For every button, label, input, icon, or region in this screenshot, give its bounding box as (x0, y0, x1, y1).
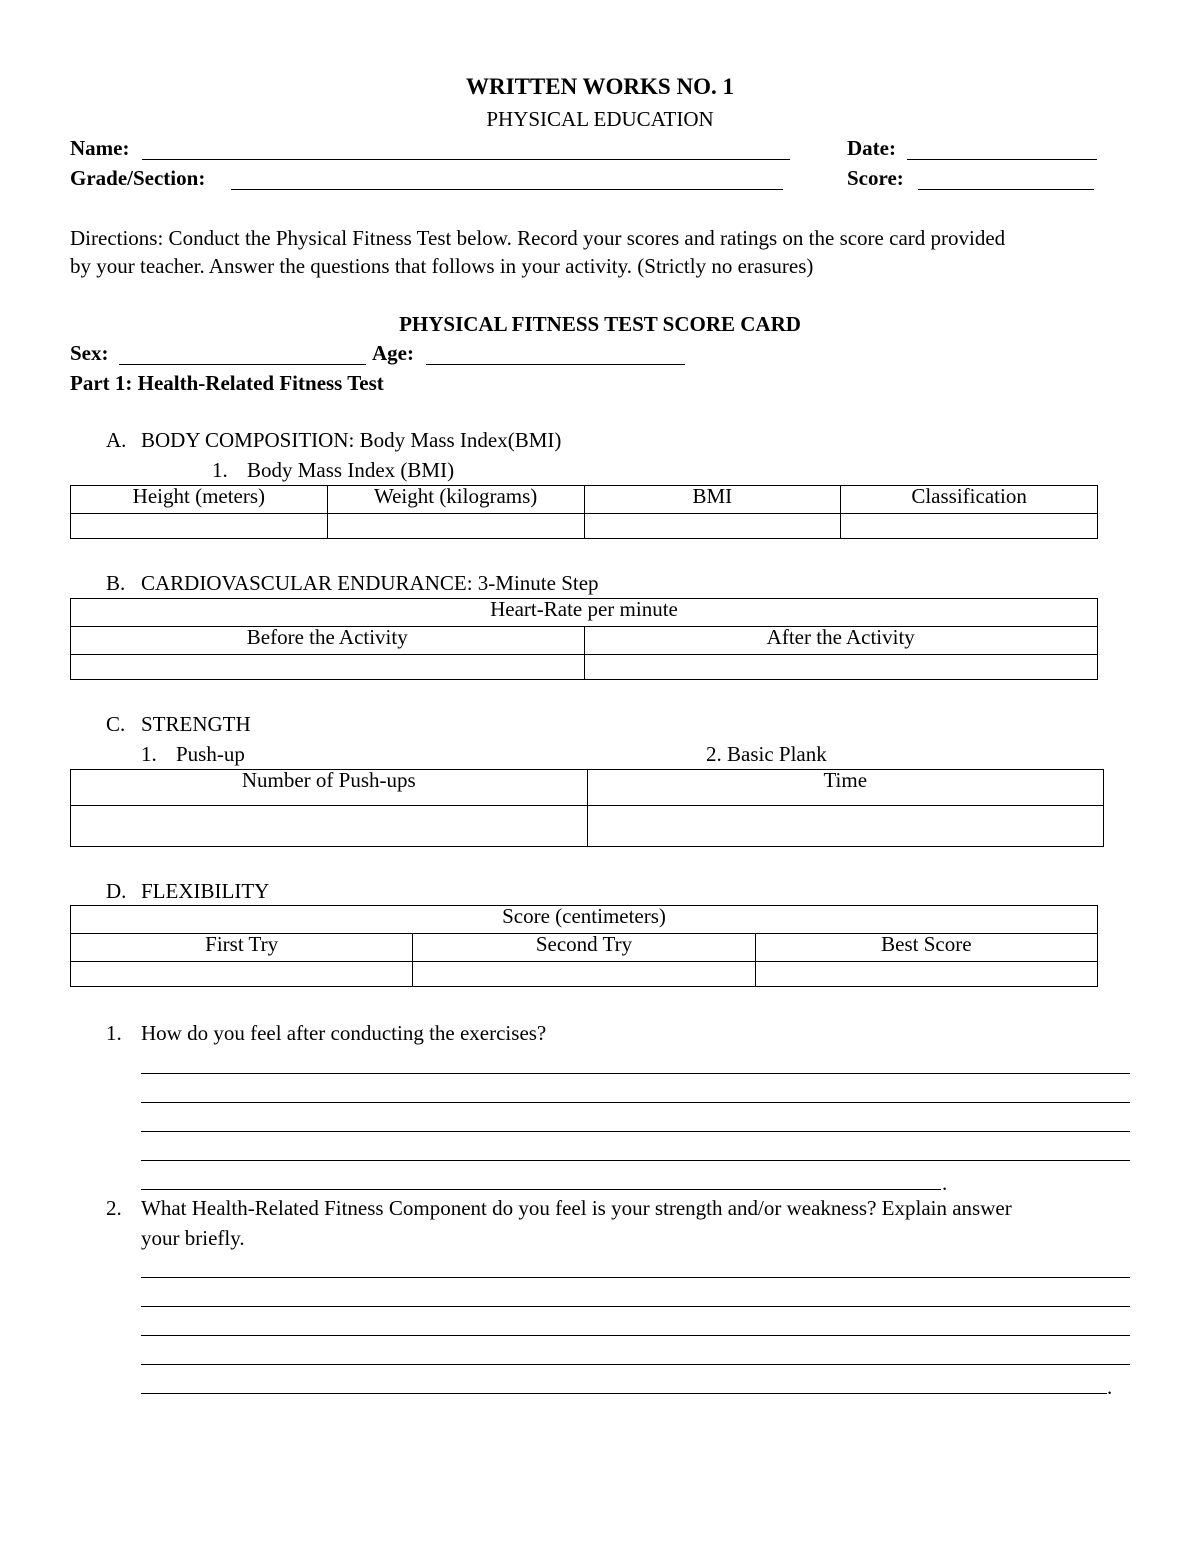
worksheet-subject: PHYSICAL EDUCATION (486, 107, 714, 131)
flexibility-header-best: Best Score (755, 934, 1097, 962)
question-2-end-mark: . (1107, 1375, 1113, 1399)
question-2-answer-line[interactable] (141, 1364, 1130, 1365)
bmi-value-cell[interactable] (584, 514, 841, 539)
score-label: Score: (847, 166, 904, 190)
part-1-title: Part 1: Health-Related Fitness Test (70, 371, 384, 395)
question-1-answer-line[interactable] (141, 1189, 941, 1190)
name-label: Name: (70, 136, 130, 160)
question-1-answer-line[interactable] (141, 1102, 1130, 1103)
question-2-answer-line[interactable] (141, 1393, 1107, 1394)
bmi-header-bmi: BMI (584, 486, 841, 514)
section-d-label: D. (106, 879, 127, 903)
age-label: Age: (372, 341, 414, 365)
question-2-answer-line[interactable] (141, 1335, 1130, 1336)
directions-line-1: Directions: Conduct the Physical Fitness Test below. Record your scores and ratings on the score card provided (70, 226, 1006, 250)
section-a-title: BODY COMPOSITION: Body Mass Index(BMI) (141, 428, 562, 452)
flexibility-best-cell[interactable] (755, 962, 1097, 987)
name-field[interactable] (142, 159, 790, 160)
plank-time-cell[interactable] (587, 806, 1104, 847)
section-b-title: CARDIOVASCULAR ENDURANCE: 3-Minute Step (141, 571, 599, 595)
strength-header-time: Time (587, 770, 1104, 806)
question-2-answer-line[interactable] (141, 1306, 1130, 1307)
section-a-sub-number: 1. (212, 458, 228, 482)
section-d-title: FLEXIBILITY (141, 879, 270, 903)
question-1-text: How do you feel after conducting the exercises? (141, 1021, 547, 1045)
bmi-table (70, 485, 1098, 539)
section-c-sub1-title: Push-up (176, 742, 245, 766)
question-1-answer-line[interactable] (141, 1073, 1130, 1074)
bmi-height-cell[interactable] (71, 514, 328, 539)
question-1-answer-line[interactable] (141, 1131, 1130, 1132)
question-2-answer-line[interactable] (141, 1277, 1130, 1278)
heart-rate-header-after: After the Activity (584, 627, 1098, 655)
sex-field[interactable] (119, 364, 366, 365)
bmi-header-height: Height (meters) (71, 486, 328, 514)
strength-header-pushups: Number of Push-ups (71, 770, 588, 806)
question-2-number: 2. (106, 1196, 122, 1220)
sex-label: Sex: (70, 341, 109, 365)
question-1-end-mark: . (942, 1171, 948, 1195)
section-c-sub2-title: 2. Basic Plank (706, 742, 827, 766)
grade-section-field[interactable] (231, 189, 783, 190)
age-field[interactable] (426, 364, 685, 365)
heart-rate-after-cell[interactable] (584, 655, 1098, 680)
flexibility-table (70, 905, 1098, 987)
heart-rate-table (70, 598, 1098, 680)
flexibility-group-header: Score (centimeters) (71, 906, 1098, 934)
bmi-weight-cell[interactable] (327, 514, 584, 539)
date-label: Date: (847, 136, 896, 160)
pushups-cell[interactable] (71, 806, 588, 847)
scorecard-title: PHYSICAL FITNESS TEST SCORE CARD (399, 312, 801, 336)
flexibility-first-cell[interactable] (71, 962, 413, 987)
bmi-header-classification: Classification (841, 486, 1098, 514)
question-2-text-line-1: What Health-Related Fitness Component do you feel is your strength and/or weakness? Explain answer (141, 1196, 1012, 1220)
section-b-label: B. (106, 571, 126, 595)
bmi-classification-cell[interactable] (841, 514, 1098, 539)
section-c-sub1-number: 1. (141, 742, 157, 766)
flexibility-header-first: First Try (71, 934, 413, 962)
question-1-number: 1. (106, 1021, 122, 1045)
directions-line-2: by your teacher. Answer the questions that follows in your activity. (Strictly no erasures) (70, 254, 814, 278)
date-field[interactable] (907, 159, 1097, 160)
flexibility-second-cell[interactable] (413, 962, 755, 987)
flexibility-header-second: Second Try (413, 934, 755, 962)
section-a-sub-title: Body Mass Index (BMI) (247, 458, 455, 482)
heart-rate-before-cell[interactable] (71, 655, 585, 680)
strength-table (70, 769, 1104, 847)
grade-section-label: Grade/Section: (70, 166, 206, 190)
section-c-title: STRENGTH (141, 712, 251, 736)
score-field[interactable] (918, 189, 1094, 190)
question-1-answer-line[interactable] (141, 1160, 1130, 1161)
heart-rate-group-header: Heart-Rate per minute (71, 599, 1098, 627)
bmi-header-weight: Weight (kilograms) (327, 486, 584, 514)
heart-rate-header-before: Before the Activity (71, 627, 585, 655)
question-2-text-line-2: your briefly. (141, 1226, 245, 1250)
worksheet-title: WRITTEN WORKS NO. 1 (466, 74, 734, 99)
section-c-label: C. (106, 712, 126, 736)
section-a-label: A. (106, 428, 127, 452)
